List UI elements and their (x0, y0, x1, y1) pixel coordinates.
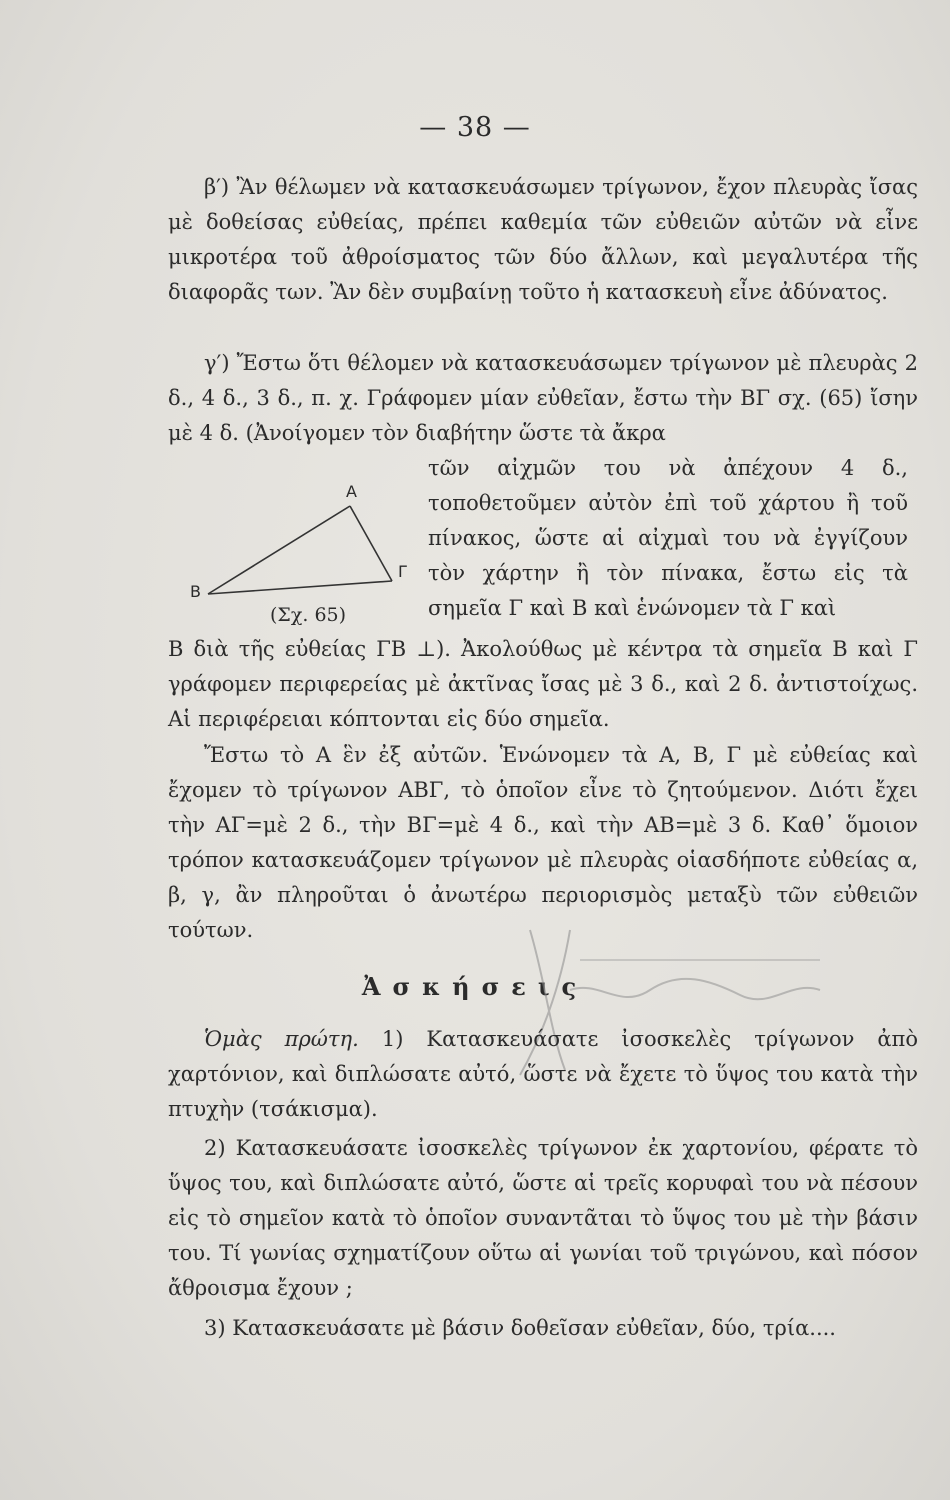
side-BA (208, 506, 350, 594)
exercise-1 (168, 1022, 918, 1127)
paragraph-gamma-result: Ἔστω τὸ Α ἓν ἐξ αὐτῶν. Ἑνώνομεν τὰ Α, Β, Γ μὲ εὐθείας καὶ ἔχομεν τὸ τρίγωνον ΑΒΓ, τὸ ὁποῖον εἶνε τὸ ζητούμενον. Διότι ἔχει τὴν ΑΓ=μὲ 2 δ., τὴν ΒΓ=μὲ 4 δ., καὶ τὴν ΑΒ=μὲ 3 δ. Καθ᾽ ὅμοιον τρόπον κατασκευάζομεν τρίγωνον μὲ πλευρὰς οἱασδήποτε εὐθείας α, β, γ, ἂν πληροῦται ὁ ἀνωτέρω περιορισμὸς μεταξὺ τῶν εὐθειῶν τούτων. (168, 743, 918, 942)
paragraph-beta: β′) Ἂν θέλωμεν νὰ κατασκευάσωμεν τρίγωνον, ἔχον πλευρὰς ἴσας μὲ δοθείσας εὐθείας, πρέπει καθεμία τῶν εὐθειῶν αὐτῶν νὰ εἶνε μικροτέρα τοῦ ἀθροίσματος τῶν δύο ἄλλων, καὶ μεγαλυτέρα τῆς διαφορᾶς των. Ἂν δὲν συμβαίνῃ τοῦτο ἡ κατασκευὴ εἶνε ἀδύνατος. (168, 175, 918, 304)
exercises-heading: Ἀσκήσεις (361, 972, 589, 1001)
exercise-1-text: 1) Κατασκευάσατε ἰσοσκελὲς τρίγωνον ἀπὸ χαρτόνιον, καὶ διπλώσατε αὐτό, ὥστε νὰ ἔχετε τὸ ὕψος του κατὰ τὴν πτυχὴν (τσάκισμα). (168, 1027, 918, 1121)
side-BG (208, 581, 392, 594)
paragraph-gamma-continued: Β διὰ τῆς εὐθείας ΓΒ ⊥). Ἀκολούθως μὲ κέντρα τὰ σημεῖα Β καὶ Γ γράφομεν περιφερείας μὲ ἀκτῖνας ἴσας μὲ 3 δ., καὶ 2 δ. ἀντιστοίχως. Αἱ περιφέρειαι κόπτονται εἰς δύο σημεῖα. (168, 637, 918, 731)
paragraph-gamma-beside-figure: τῶν αἰχμῶν του νὰ ἀπέχουν 4 δ., τοποθετοῦμεν αὐτὸν ἐπὶ τοῦ χάρτου ἢ τοῦ πίνακος, ὥστε αἱ αἰχμαὶ του νὰ ἐγγίζουν τὸν χάρτην ἢ τὸν πίνακα, ἔστω εἰς τὰ σημεῖα Γ καὶ Β καὶ ἑνώνομεν τὰ Γ καὶ (428, 456, 908, 620)
triangle-diagram (200, 478, 430, 598)
vertex-label-B: B (190, 582, 201, 601)
exercise-2: 2) Κατασκευάσατε ἰσοσκελὲς τρίγωνον ἐκ χαρτονίου, φέρατε τὸ ὕψος του, καὶ διπλώσατε αὐτό, ὥστε αἱ τρεῖς κορυφαὶ του νὰ πέσουν εἰς τὸ σημεῖον κατὰ τὸ ὁποῖον συναντᾶται τὸ ὕψος του μὲ τὴν βάσιν του. Τί γωνίας σχηματίζουν οὕτω αἱ γωνίαι τοῦ τριγώνου, καὶ πόσον ἄθροισμα ἔχουν ; (168, 1136, 918, 1300)
paragraph-gamma-intro: γ′) Ἔστω ὅτι θέλομεν νὰ κατασκευάσωμεν τρίγωνον μὲ πλευρὰς 2 δ., 4 δ., 3 δ., π. χ. Γράφομεν μίαν εὐθεῖαν, ἔστω τὴν ΒΓ σχ. (65) ἴσην μὲ 4 δ. (Ἀνοίγομεν τὸν διαβήτην ὥστε τὰ ἄκρα (168, 351, 918, 445)
exercise-group-label: Ὁμὰς πρώτη. (204, 1027, 359, 1051)
vertex-label-G: Γ (398, 562, 407, 581)
figure-caption: (Σχ. 65) (270, 604, 347, 626)
side-AG (350, 506, 392, 581)
vertex-label-A: A (346, 482, 357, 501)
exercise-3: 3) Κατασκευάσατε μὲ βάσιν δοθεῖσαν εὐθεῖαν, δύο, τρία.... (204, 1316, 836, 1340)
page-number: — 38 — (419, 112, 531, 143)
